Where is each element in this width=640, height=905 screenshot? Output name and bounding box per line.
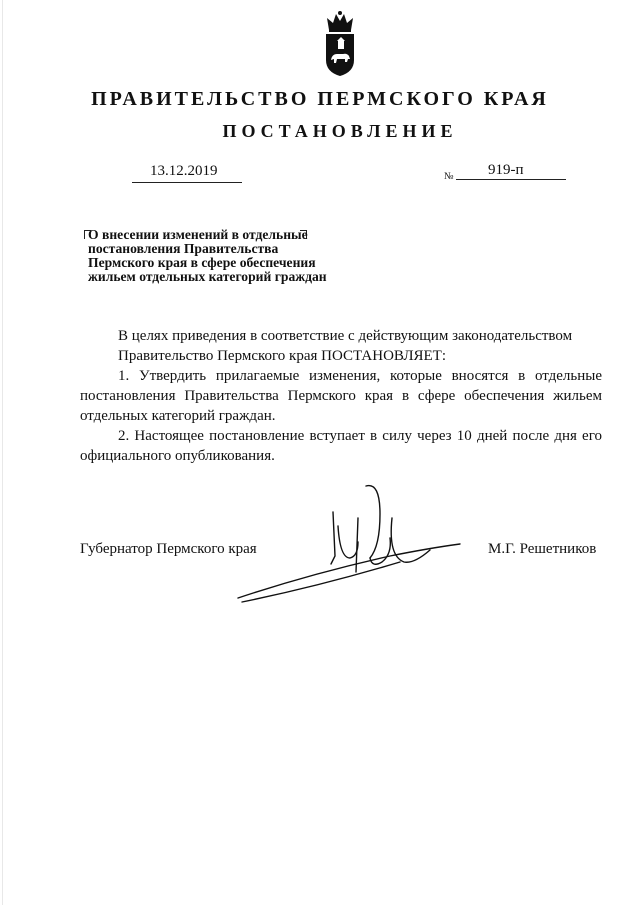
clause-1-paragraph: 1. Утвердить прилагаемые изменения, которые вносятся в отдельные постановления Правительства Пермского края в сфере обеспечения жильем отдельных категорий граждан.: [80, 368, 602, 424]
preamble-line: В целях приведения в соответствие с действующим законодательством: [118, 328, 573, 344]
subject-line: жильем отдельных категорий граждан: [88, 269, 327, 284]
signatory-title: Губернатор Пермского края: [80, 541, 257, 557]
document-number: 919-п: [488, 162, 524, 178]
number-label: №: [444, 171, 454, 182]
subject-line: Пермского края в сфере обеспечения: [88, 255, 316, 270]
preamble-paragraph: [80, 326, 602, 366]
subject-line: постановления Правительства: [88, 241, 279, 256]
handwritten-signature: [230, 478, 470, 608]
organization-title: ПРАВИТЕЛЬСТВО ПЕРМСКОГО КРАЯ: [91, 88, 549, 110]
document-type: ПОСТАНОВЛЕНИЕ: [222, 121, 458, 141]
clause-2-paragraph: 2. Настоящее постановление вступает в силу через 10 дней после дня его официального опубликования.: [80, 428, 602, 464]
number-underline: [456, 179, 566, 180]
subject-line: О внесении изменений в отдельные: [88, 227, 308, 242]
perm-krai-coat-of-arms-icon: [321, 10, 359, 78]
date-underline: [132, 182, 242, 183]
subject-heading: [88, 228, 388, 284]
document-date: 13.12.2019: [150, 163, 218, 179]
preamble-line: Правительство Пермского края ПОСТАНОВЛЯЕТ:: [118, 348, 447, 364]
signatory-name: М.Г. Решетников: [488, 541, 597, 557]
